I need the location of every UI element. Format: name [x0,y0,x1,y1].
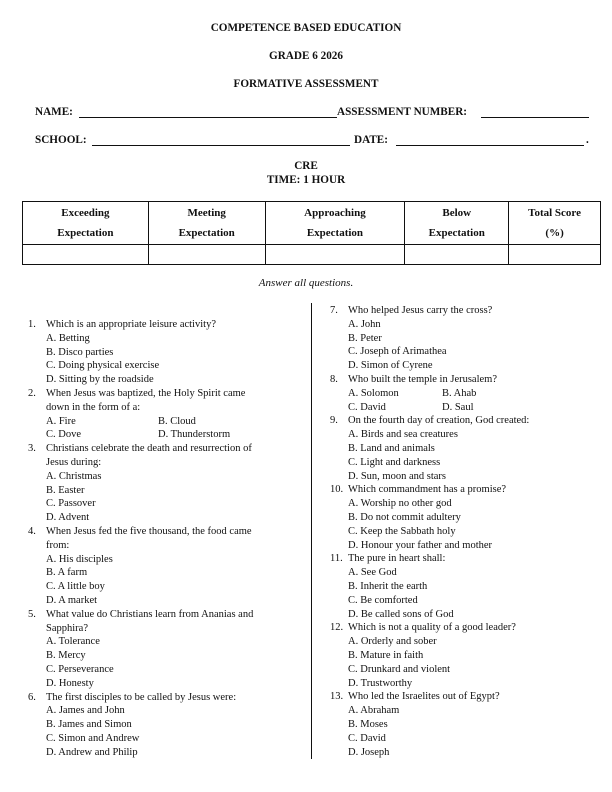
option-a[interactable]: A. Orderly and sober [348,636,437,648]
option-c[interactable]: C. Be comforted [348,594,418,606]
option-d[interactable]: D. Trustworthy [348,677,413,689]
col-approaching [265,202,405,245]
col-label-line2: (%) [545,227,564,239]
option-b[interactable]: B. Land and animals [348,442,435,454]
question-text: When Jesus fed the five thousand, the food came [46,525,252,537]
question-number: 4. [28,525,36,537]
question-text: Who built the temple in Jerusalem? [348,373,497,385]
option-b[interactable]: B. Moses [348,718,388,730]
score-table [22,201,601,265]
question-number: 13. [330,691,344,703]
question-number: 9. [330,415,338,427]
option-b[interactable]: B. A farm [46,567,88,579]
question-number: 6. [28,691,36,703]
question-number: 7. [330,305,338,316]
exam-title: COMPETENCE BASED EDUCATION [210,22,402,34]
question-text-cont: from: [46,539,70,551]
col-label-line1: Meeting [187,207,226,219]
question-2 [28,387,308,442]
option-a[interactable]: A. Abraham [348,705,400,717]
option-c[interactable]: C. David [348,401,386,413]
question-text: The pure in heart shall: [348,553,446,565]
option-d[interactable]: D. Honesty [46,677,94,689]
score-cell-below[interactable] [405,245,509,265]
option-c[interactable]: C. Light and darkness [348,456,441,468]
option-b[interactable]: B. Mature in faith [348,649,424,661]
question-text: Who helped Jesus carry the cross? [348,305,493,316]
option-a[interactable]: A. Fire [46,415,76,427]
option-row [28,428,308,442]
question-text: Which is an appropriate leisure activity? [46,319,216,330]
score-table-header [23,202,601,245]
option-a[interactable]: A. His disciples [46,553,113,565]
question-number: 12. [330,622,344,634]
option-d[interactable]: D. Sun, moon and stars [348,470,446,482]
col-label-line2: Expectation [57,227,114,239]
question-number: 8. [330,373,338,385]
question-text-cont: Jesus during: [46,456,102,468]
option-b[interactable]: B. Easter [46,484,85,496]
score-cell-exceeding[interactable] [23,245,149,265]
assessment-number-blank[interactable] [481,106,589,118]
option-d[interactable]: D. Saul [442,401,474,413]
question-text: Which is not a quality of a good leader? [348,622,516,634]
question-3 [28,442,308,525]
option-b[interactable]: B. Cloud [158,415,196,427]
option-row [330,387,600,401]
option-d[interactable]: D. Thunderstorm [158,429,231,441]
question-text-cont: Sapphira? [46,622,88,634]
option-a[interactable]: A. John [348,318,381,330]
option-c[interactable]: C. Drunkard and violent [348,663,451,675]
option-d[interactable]: D. Be called sons of God [348,608,454,620]
question-text: Christians celebrate the death and resurrection of [46,443,252,455]
assessment-number-label: ASSESSMENT NUMBER: [337,106,468,118]
option-c[interactable]: C. Keep the Sabbath holy [348,525,456,537]
option-b[interactable]: B. Disco parties [46,346,114,358]
question-4 [28,525,308,608]
option-b[interactable]: B. Inherit the earth [348,580,428,592]
col-below [405,202,509,245]
question-number: 3. [28,443,36,455]
question-number: 11. [330,553,343,565]
option-b[interactable]: B. Ahab [442,387,477,399]
option-d[interactable]: D. Advent [46,512,90,524]
question-text: On the fourth day of creation, God created: [348,415,530,427]
col-total-score [509,202,601,245]
option-d[interactable]: D. Andrew and Philip [46,746,138,758]
name-label: NAME: [35,106,73,118]
option-d[interactable]: D. A market [46,594,98,606]
name-blank[interactable] [79,106,337,118]
question-11 [330,552,600,621]
option-d[interactable]: D. Sitting by the roadside [46,374,154,386]
option-d[interactable]: D. Honour your father and mother [348,539,493,551]
instructions: Answer all questions. [258,277,354,289]
school-row [35,134,590,148]
option-a[interactable]: A. See God [348,567,397,579]
option-a[interactable]: A. Worship no other god [348,498,452,510]
col-label-line1: Total Score [528,207,582,219]
option-c[interactable]: C. Simon and Andrew [46,732,140,744]
question-7 [330,304,600,373]
option-c[interactable]: C. Passover [46,498,96,510]
option-b[interactable]: B. James and Simon [46,719,132,731]
option-c[interactable]: C. Perseverance [46,663,114,675]
option-b[interactable]: B. Do not commit adultery [348,511,461,523]
assessment-type: FORMATIVE ASSESSMENT [233,78,379,90]
date-trailing-period: . [586,134,589,146]
score-table-entry-row [23,245,601,265]
option-row [28,415,308,429]
question-text: The first disciples to be called by Jesus were: [46,691,237,703]
question-1 [28,318,308,387]
option-b[interactable]: B. Peter [348,332,382,344]
question-number: 2. [28,387,36,399]
date-label: DATE: [354,134,388,146]
time-label: TIME: 1 HOUR [266,174,346,186]
col-label-line1: Exceeding [61,207,110,219]
col-label-line1: Approaching [304,207,366,219]
col-label-line1: Below [442,207,472,219]
question-12 [330,621,600,690]
date-blank[interactable] [396,134,584,146]
grade-label: GRADE 6 2026 [269,50,343,62]
question-10 [330,483,600,552]
question-number: 10. [330,484,344,496]
option-c[interactable]: C. David [348,732,386,744]
score-cell-approaching[interactable] [265,245,405,265]
option-d[interactable]: D. Simon of Cyrene [348,360,433,372]
question-text: Who led the Israelites out of Egypt? [348,691,500,703]
question-text: Which commandment has a promise? [348,484,507,496]
option-c[interactable]: C. Joseph of Arimathea [348,346,447,358]
question-5 [28,608,308,691]
question-text: What value do Christians learn from Ananias and [46,608,254,620]
option-row [330,401,600,415]
question-number: 1. [28,319,36,330]
option-a[interactable]: A. James and John [46,705,125,717]
option-a[interactable]: A. Tolerance [46,636,100,648]
question-13 [330,690,600,759]
question-text-cont: down in the form of a: [46,401,141,413]
name-row [35,106,590,120]
option-a[interactable]: A. Birds and sea creatures [348,429,458,441]
col-meeting [148,202,265,245]
question-9 [330,414,600,483]
score-cell-total[interactable] [509,245,601,265]
col-label-line2: Expectation [428,227,485,239]
option-c[interactable]: C. Doing physical exercise [46,360,160,372]
question-8 [330,373,600,414]
option-a[interactable]: A. Solomon [348,387,399,399]
score-cell-meeting[interactable] [148,245,265,265]
question-6 [28,691,308,760]
question-text: When Jesus was baptized, the Holy Spirit came [46,387,246,399]
column-divider [311,303,312,759]
col-label-line2: Expectation [306,227,364,239]
school-blank[interactable] [92,134,350,146]
option-a[interactable]: A. Betting [46,332,90,344]
option-a[interactable]: A. Christmas [46,470,102,482]
option-d[interactable]: D. Joseph [348,746,390,758]
questions-right-column [330,304,600,759]
subject-label: CRE [294,160,318,172]
option-c[interactable]: C. Dove [46,429,81,441]
school-label: SCHOOL: [35,134,87,146]
col-exceeding [23,202,149,245]
question-number: 5. [28,608,36,620]
option-b[interactable]: B. Mercy [46,650,86,662]
col-label-line2: Expectation [178,227,235,239]
option-c[interactable]: C. A little boy [46,581,105,593]
questions-left-column [28,318,308,760]
